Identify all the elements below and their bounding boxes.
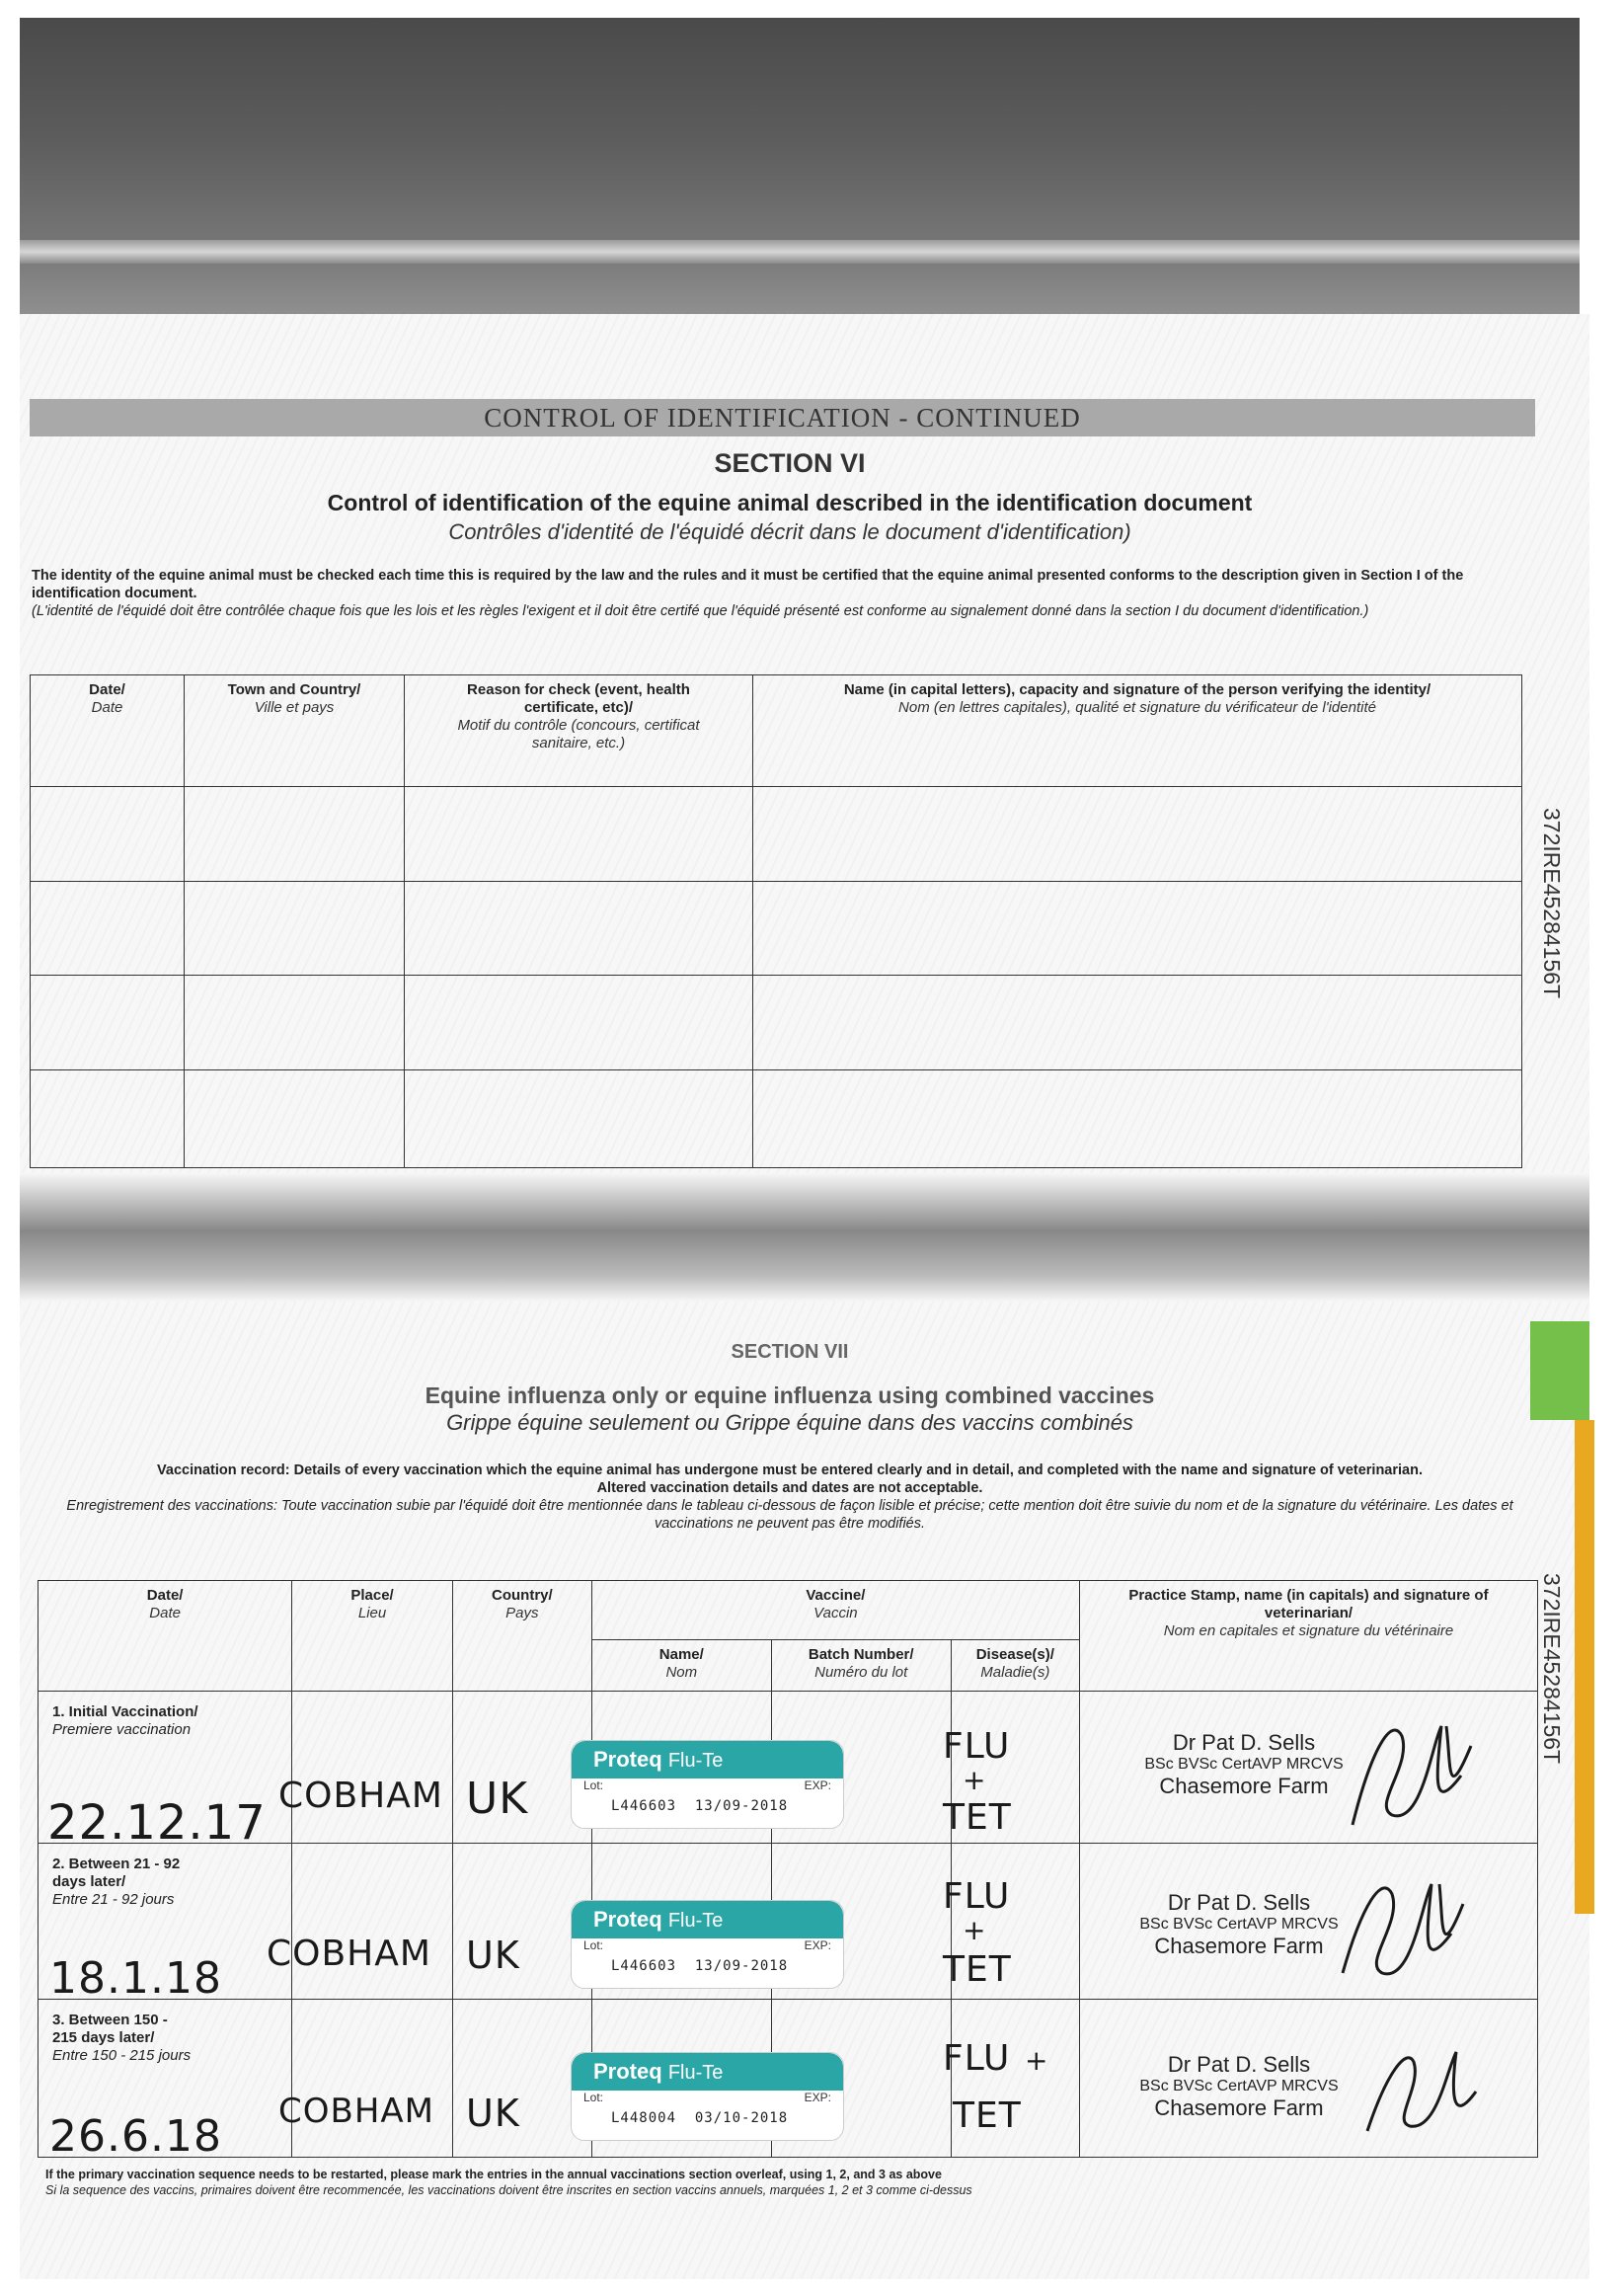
vcol-vet-en: Practice Stamp, name (in capitals) and signature of veterinarian/: [1128, 1587, 1489, 1621]
section-vii-subheading: Grippe équine seulement ou Grippe équine dans des vaccins combinés: [446, 1410, 1133, 1435]
identity-check-table: [30, 674, 1522, 1168]
row3-brand: Proteq: [593, 2059, 662, 2084]
row2-plus: +: [963, 1914, 987, 1946]
vcol-disease: [951, 1640, 1079, 1692]
intro-en: The identity of the equine animal must be checked each time this is required by the law and the rules and it must be certified that the equine animal presented conforms to the description given in Section I of the identification document.: [32, 568, 1464, 601]
col-reason-fr: Motif du contrôle (concours, certificat sanitaire, etc.): [457, 717, 700, 751]
side-id-bottom: 372IRE45284156T: [1539, 1573, 1565, 1765]
row2-brand: Proteq: [593, 1907, 662, 1932]
row3-vet-farm: Chasemore Farm: [1154, 2095, 1324, 2120]
section-vii-intro: [39, 1462, 1540, 1533]
section-band: CONTROL OF IDENTIFICATION - CONTINUED: [30, 399, 1535, 436]
row2-exp: 13/09-2018: [694, 1958, 789, 1974]
vcol-vet-fr: Nom en capitales et signature du vétérinaire: [1163, 1622, 1454, 1639]
vacc-intro-en-1: Vaccination record: Details of every vaccination which the equine animal has undergone must be entered clearly and in detail, and completed with the name and signature of veterinarian.: [157, 1462, 1423, 1478]
row1-brand: Proteq: [593, 1747, 662, 1772]
row2-vet-quals: BSc BVSc CertAVP MRCVS: [1139, 1916, 1339, 1933]
vcol-name: [591, 1640, 771, 1692]
col-town: [185, 675, 405, 787]
row2-product: Flu-Te: [667, 1910, 724, 1932]
vcol-country: [452, 1581, 591, 1692]
footer-note: [45, 2167, 1526, 2198]
col-date-en: Date/: [89, 681, 125, 698]
row1-label-fr: Premiere vaccination: [52, 1721, 192, 1738]
col-verifier-en: Name (in capital letters), capacity and signature of the person verifying the identity/: [843, 681, 1431, 698]
col-reason-en: Reason for check (event, health certificate, etc)/: [467, 681, 690, 716]
section-vii-heading: Equine influenza only or equine influenza using combined vaccines: [425, 1382, 1155, 1408]
row1-vet-name: Dr Pat D. Sells: [1172, 1730, 1316, 1755]
row2-lot-label: Lot:: [583, 1938, 604, 1952]
row3-lot: L448004: [611, 2110, 677, 2126]
row2-signature: [1323, 1864, 1471, 2003]
vcol-name-fr: Nom: [665, 1664, 698, 1681]
row3-place: COBHAM: [278, 2092, 434, 2131]
row3-signature: [1353, 2032, 1491, 2151]
vcol-batch-en: Batch Number/: [808, 1646, 914, 1663]
row3-disease1: FLU: [943, 2038, 1011, 2079]
row2-vet-name: Dr Pat D. Sells: [1167, 1890, 1311, 1915]
row1-lot: L446603: [611, 1798, 677, 1814]
cell-empty[interactable]: [185, 881, 405, 976]
vacc-intro-fr: Enregistrement des vaccinations: Toute vaccination subie par l'équidé doit être mentionnée dans le tableau ci-dessous de façon lisible et précise; cette mention doit être suivie du nom et de la signature du vétérinaire. Les dates et vaccinations ne peuvent pas être modifiés.: [66, 1498, 1513, 1532]
col-town-fr: Ville et pays: [254, 699, 335, 716]
col-date-fr: Date: [91, 699, 123, 716]
vcol-vaccine: [591, 1581, 1079, 1640]
side-id-top: 372IRE45284156T: [1539, 808, 1565, 999]
cell-empty[interactable]: [31, 1070, 185, 1168]
vcol-date-en: Date/: [146, 1587, 184, 1604]
cell-empty[interactable]: [31, 786, 185, 881]
row2-place: COBHAM: [267, 1934, 431, 1974]
cell-empty[interactable]: [405, 976, 753, 1070]
row1-exp: 13/09-2018: [694, 1798, 789, 1814]
row2-label-fr: Entre 21 - 92 jours: [52, 1891, 175, 1908]
col-verifier-fr: Nom (en lettres capitales), qualité et signature du vérificateur de l'identité: [898, 699, 1376, 716]
vcol-place: [292, 1581, 453, 1692]
vcol-date: [39, 1581, 292, 1692]
vcol-country-en: Country/: [492, 1587, 553, 1604]
cell-empty[interactable]: [753, 1070, 1522, 1168]
cell-empty[interactable]: [405, 786, 753, 881]
vcol-country-fr: Pays: [505, 1605, 539, 1621]
section-vi-subheading: Contrôles d'identité de l'équidé décrit dans le document d'identification): [448, 519, 1131, 544]
vcol-batch-fr: Numéro du lot: [814, 1664, 908, 1681]
row3-vet-stamp: [1091, 2052, 1387, 2121]
row3-lot-label: Lot:: [583, 2091, 604, 2104]
row2-vaccine-label: [571, 1900, 844, 1989]
cell-empty[interactable]: [405, 881, 753, 976]
cell-empty[interactable]: [753, 976, 1522, 1070]
fold-shadow: [20, 1173, 1589, 1302]
cell-empty[interactable]: [753, 786, 1522, 881]
row3-label-fr: Entre 150 - 215 jours: [52, 2047, 192, 2064]
row1-vaccine-label: [571, 1740, 844, 1829]
row3-place-cell[interactable]: [292, 2000, 453, 2158]
row1-vet-farm: Chasemore Farm: [1159, 1774, 1329, 1798]
row1-label-en: 1. Initial Vaccination/: [52, 1703, 198, 1720]
vcol-name-en: Name/: [658, 1646, 704, 1663]
col-verifier: [753, 675, 1522, 787]
section-vi-heading: Control of identification of the equine animal described in the identification document: [327, 490, 1253, 515]
row1-disease2: TET: [943, 1797, 1012, 1838]
section-vi-intro: [32, 567, 1512, 620]
vcol-date-fr: Date: [149, 1605, 181, 1621]
vacc-intro-en-2: Altered vaccination details and dates are not acceptable.: [596, 1480, 983, 1496]
vcol-place-fr: Lieu: [357, 1605, 387, 1621]
row3-product: Flu-Te: [667, 2062, 724, 2084]
row1-signature: [1333, 1706, 1481, 1845]
row2-label-en: 2. Between 21 - 92 days later/: [52, 1856, 181, 1890]
cell-empty[interactable]: [753, 881, 1522, 976]
section-vii-title: SECTION VII: [731, 1341, 849, 1363]
yellow-tab: [1575, 1420, 1594, 1914]
row3-country: UK: [466, 2092, 520, 2135]
vcol-disease-en: Disease(s)/: [975, 1646, 1054, 1663]
row3-plus: +: [1025, 2044, 1049, 2077]
scanner-shadow-top: [20, 18, 1580, 314]
row3-exp-label: EXP:: [804, 2091, 831, 2104]
row1-country: UK: [466, 1774, 529, 1824]
row2-disease1: FLU: [943, 1876, 1011, 1917]
row1-exp-label: EXP:: [804, 1778, 831, 1792]
vcol-vet: [1079, 1581, 1537, 1692]
section-vi-title: SECTION VI: [714, 448, 866, 478]
cell-empty[interactable]: [185, 786, 405, 881]
cell-empty[interactable]: [405, 1070, 753, 1168]
row1-lot-label: Lot:: [583, 1778, 604, 1792]
row3-exp: 03/10-2018: [694, 2110, 789, 2126]
row1-disease1: FLU: [943, 1726, 1011, 1767]
col-reason: [405, 675, 753, 787]
scanner-ridge: [20, 240, 1580, 264]
cell-empty[interactable]: [31, 976, 185, 1070]
cell-empty[interactable]: [185, 1070, 405, 1168]
row3-vet-quals: BSc BVSc CertAVP MRCVS: [1139, 2078, 1339, 2094]
col-town-en: Town and Country/: [227, 681, 361, 698]
vcol-disease-fr: Maladie(s): [980, 1664, 1050, 1681]
cell-empty[interactable]: [31, 881, 185, 976]
row3-date: 26.6.18: [49, 2111, 222, 2162]
row1-product: Flu-Te: [667, 1750, 724, 1772]
row2-country: UK: [466, 1934, 520, 1977]
row2-date: 18.1.18: [49, 1953, 222, 2004]
vcol-vaccine-en: Vaccine/: [806, 1587, 866, 1604]
col-date: [31, 675, 185, 787]
row1-vet-quals: BSc BVSc CertAVP MRCVS: [1144, 1756, 1344, 1773]
row3-vaccine-label: [571, 2052, 844, 2141]
intro-fr: (L'identité de l'équidé doit être contrôlée chaque fois que les lois et les règles l'exigent et il doit être certifé que l'équidé présenté est conforme au signalement donné dans la section I du document d'identification.): [32, 603, 1369, 619]
row1-date: 22.12.17: [47, 1795, 267, 1851]
row1-place: COBHAM: [278, 1776, 443, 1816]
row3-vet-name: Dr Pat D. Sells: [1167, 2052, 1311, 2077]
footer-en: If the primary vaccination sequence needs to be restarted, please mark the entries in the annual vaccinations section overleaf, using 1, 2, and 3 as above: [45, 2168, 942, 2181]
row1-place-cell[interactable]: [292, 1692, 453, 1844]
document-page: [20, 314, 1589, 2279]
vcol-batch: [771, 1640, 951, 1692]
vcol-place-en: Place/: [350, 1587, 394, 1604]
row3-disease2: TET: [953, 2095, 1022, 2136]
row2-lot: L446603: [611, 1958, 677, 1974]
vcol-vaccine-fr: Vaccin: [813, 1605, 858, 1621]
row2-place-cell[interactable]: [292, 1844, 453, 2000]
row2-disease2: TET: [943, 1949, 1012, 1990]
cell-empty[interactable]: [185, 976, 405, 1070]
row2-exp-label: EXP:: [804, 1938, 831, 1952]
row3-label-en: 3. Between 150 - 215 days later/: [52, 2012, 168, 2046]
row1-plus: +: [963, 1764, 987, 1796]
row2-vet-farm: Chasemore Farm: [1154, 1934, 1324, 1958]
footer-fr: Si la sequence des vaccins, primaires doivent être recommencée, les vaccinations doivent être inscrites en section vaccins annuels, marquées 1, 2 et 3 comme ci-dessus: [45, 2183, 972, 2197]
